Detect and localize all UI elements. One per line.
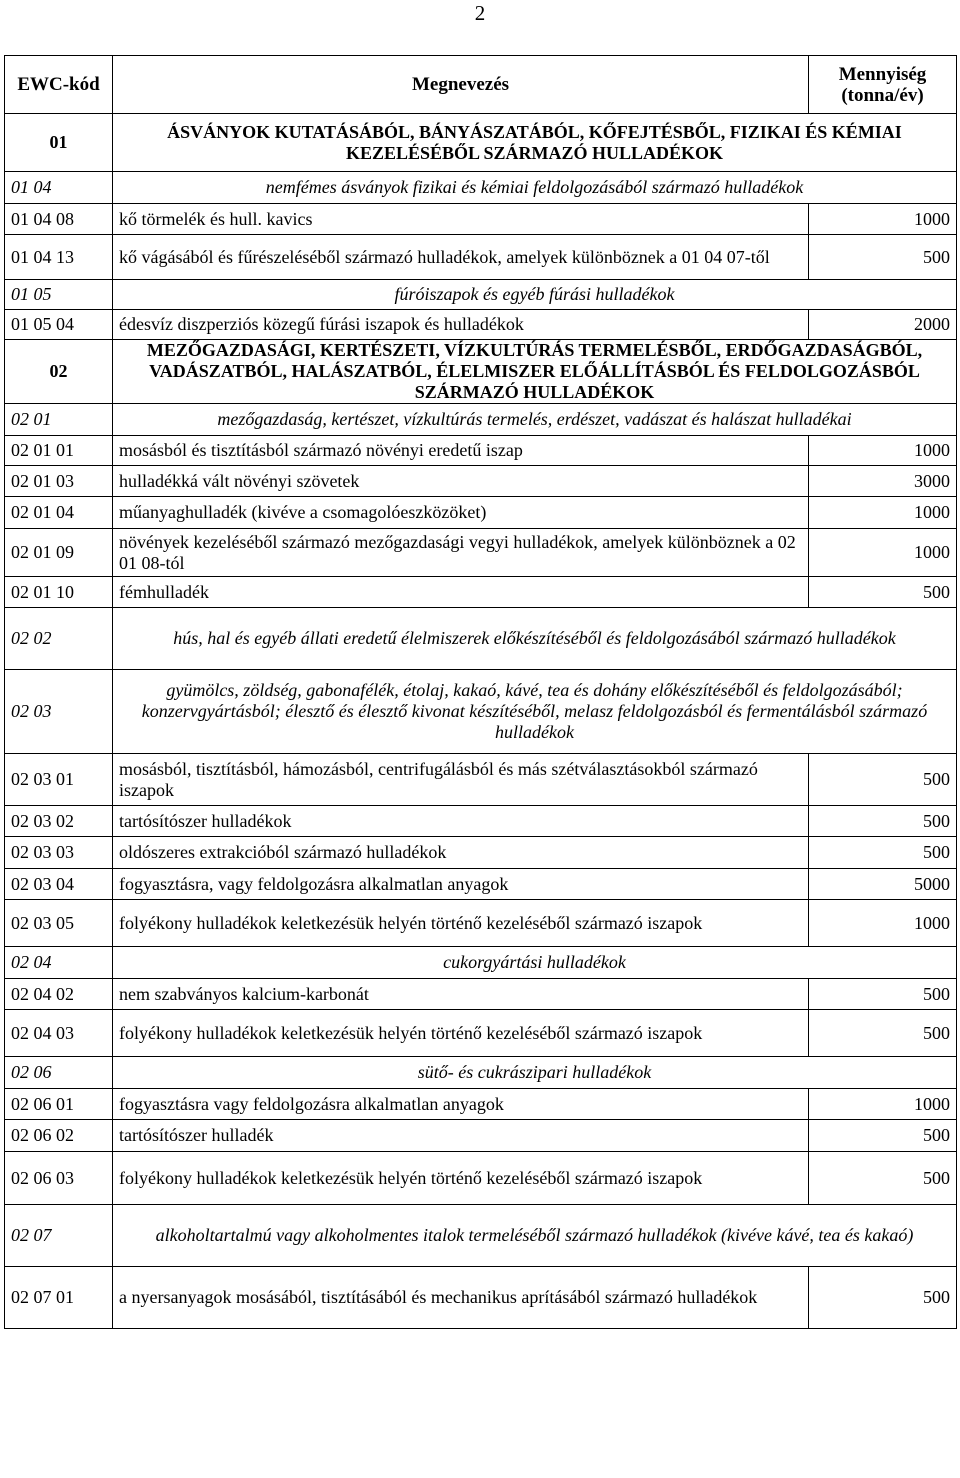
waste-name: fogyasztásra, vagy feldolgozásra alkalmatlan anyagok [113,869,809,900]
header-code: EWC-kód [5,56,113,114]
ewc-code: 01 05 [5,280,113,310]
quantity: 500 [809,577,957,608]
table-row [5,577,957,608]
waste-name: hús, hal és egyéb állati eredetű élelmiszerek előkészítéséből és feldolgozásából származó hulladékok [113,608,957,670]
quantity: 1000 [809,436,957,466]
waste-name: mosásból, tisztításból, hámozásból, centrifugálásból és más szétválasztásokból származó iszapok [113,754,809,806]
table-row [5,436,957,466]
waste-name: folyékony hulladékok keletkezésük helyén történő kezeléséből származó iszapok [113,1152,809,1205]
waste-name: a nyersanyagok mosásából, tisztításából és mechanikus aprításából származó hulladékok [113,1267,809,1329]
header-name: Megnevezés [113,56,809,114]
ewc-code: 01 [5,114,113,172]
quantity: 1000 [809,1089,957,1120]
subgroup-row [5,947,957,979]
waste-name: cukorgyártási hulladékok [113,947,957,979]
table-row [5,1120,957,1152]
subgroup-row [5,670,957,754]
group-row [5,114,957,172]
subgroup-row [5,1205,957,1267]
page-number: 2 [474,1,486,25]
waste-name: oldószeres extrakcióból származó hulladékok [113,837,809,869]
ewc-code: 02 02 [5,608,113,670]
ewc-code: 02 06 01 [5,1089,113,1120]
table-row [5,806,957,837]
table-row [5,1089,957,1120]
ewc-code: 02 03 [5,670,113,754]
header-quantity-line2: (tonna/év) [841,84,924,106]
table-row [5,900,957,947]
waste-name: fúróiszapok és egyéb fúrási hulladékok [113,280,957,310]
ewc-code: 01 05 04 [5,310,113,340]
quantity: 3000 [809,466,957,497]
subgroup-row [5,280,957,310]
ewc-code: 02 01 09 [5,529,113,577]
waste-name: alkoholtartalmú vagy alkoholmentes italok termeléséből származó hulladékok (kivéve kávé, tea és kakaó) [113,1205,957,1267]
waste-name: hulladékká vált növényi szövetek [113,466,809,497]
waste-name: műanyaghulladék (kivéve a csomagolóeszközöket) [113,497,809,529]
waste-name: mosásból és tisztításból származó növényi eredetű iszap [113,436,809,466]
ewc-code: 02 04 03 [5,1010,113,1057]
table-row [5,979,957,1010]
quantity: 500 [809,754,957,806]
table-row [5,235,957,280]
table-row [5,1010,957,1057]
ewc-code: 02 06 02 [5,1120,113,1152]
header-quantity [809,56,957,114]
ewc-code: 02 03 01 [5,754,113,806]
quantity: 1000 [809,204,957,235]
waste-name: édesvíz diszperziós közegű fúrási iszapok és hulladékok [113,310,809,340]
table-row [5,1152,957,1205]
table-row [5,204,957,235]
quantity: 1000 [809,529,957,577]
quantity: 500 [809,1010,957,1057]
waste-table [4,55,957,1329]
waste-name: MEZŐGAZDASÁGI, KERTÉSZETI, VÍZKULTÚRÁS TERMELÉSBŐL, ERDŐGAZDASÁGBÓL, VADÁSZATBÓL, HALÁSZATBÓL, ÉLELMISZER ELŐÁLLÍTÁSBÓL ÉS FELDOLGOZÁSBÓL SZÁRMAZÓ HULLADÉKOK [113,340,957,404]
waste-name: kő vágásából és fűrészeléséből származó hulladékok, amelyek különböznek a 01 04 07-től [113,235,809,280]
quantity: 1000 [809,900,957,947]
waste-table-body [5,56,957,1329]
table-row [5,529,957,577]
waste-name: folyékony hulladékok keletkezésük helyén történő kezeléséből származó iszapok [113,900,809,947]
ewc-code: 02 01 [5,404,113,436]
ewc-code: 02 01 04 [5,497,113,529]
header-quantity-line1: Mennyiség [838,63,927,85]
waste-name: nemfémes ásványok fizikai és kémiai feldolgozásából származó hulladékok [113,172,957,204]
quantity: 500 [809,1152,957,1205]
quantity: 500 [809,235,957,280]
ewc-code: 02 03 04 [5,869,113,900]
waste-name: tartósítószer hulladék [113,1120,809,1152]
ewc-code: 02 06 [5,1057,113,1089]
waste-name: gyümölcs, zöldség, gabonafélék, étolaj, kakaó, kávé, tea és dohány előkészítéséből és feldolgozásából; konzervgyártásból; élesztő és élesztő kivonat készítéséből, melasz feldolgozásból és fermentálásból származó hulladékok [113,670,957,754]
ewc-code: 02 07 [5,1205,113,1267]
quantity: 500 [809,1120,957,1152]
subgroup-row [5,608,957,670]
table-row [5,754,957,806]
table-header-row [5,56,957,114]
subgroup-row [5,1057,957,1089]
ewc-code: 01 04 08 [5,204,113,235]
ewc-code: 01 04 [5,172,113,204]
table-row [5,466,957,497]
ewc-code: 02 01 03 [5,466,113,497]
table-row [5,1267,957,1329]
waste-name: kő törmelék és hull. kavics [113,204,809,235]
ewc-code: 02 06 03 [5,1152,113,1205]
waste-name: folyékony hulladékok keletkezésük helyén történő kezeléséből származó iszapok [113,1010,809,1057]
quantity: 2000 [809,310,957,340]
ewc-code: 02 03 05 [5,900,113,947]
subgroup-row [5,404,957,436]
ewc-code: 02 03 03 [5,837,113,869]
waste-name: sütő- és cukrászipari hulladékok [113,1057,957,1089]
quantity: 500 [809,837,957,869]
table-row [5,869,957,900]
ewc-code: 02 01 01 [5,436,113,466]
waste-name: növények kezeléséből származó mezőgazdasági vegyi hulladékok, amelyek különböznek a 02 01 08-tól [113,529,809,577]
quantity: 500 [809,979,957,1010]
waste-name: tartósítószer hulladékok [113,806,809,837]
quantity: 500 [809,1267,957,1329]
ewc-code: 01 04 13 [5,235,113,280]
table-row [5,310,957,340]
waste-name: mezőgazdaság, kertészet, vízkultúrás termelés, erdészet, vadászat és halászat hulladékai [113,404,957,436]
table-row [5,837,957,869]
quantity: 500 [809,806,957,837]
waste-name: nem szabványos kalcium-karbonát [113,979,809,1010]
ewc-code: 02 04 02 [5,979,113,1010]
quantity: 1000 [809,497,957,529]
ewc-code: 02 [5,340,113,404]
group-row [5,340,957,404]
ewc-code: 02 04 [5,947,113,979]
waste-name: fogyasztásra vagy feldolgozásra alkalmatlan anyagok [113,1089,809,1120]
quantity: 5000 [809,869,957,900]
subgroup-row [5,172,957,204]
table-row [5,497,957,529]
ewc-code: 02 03 02 [5,806,113,837]
ewc-code: 02 07 01 [5,1267,113,1329]
waste-name: fémhulladék [113,577,809,608]
waste-name: ÁSVÁNYOK KUTATÁSÁBÓL, BÁNYÁSZATÁBÓL, KŐFEJTÉSBŐL, FIZIKAI ÉS KÉMIAI KEZELÉSÉBŐL SZÁRMAZÓ HULLADÉKOK [113,114,957,172]
ewc-code: 02 01 10 [5,577,113,608]
